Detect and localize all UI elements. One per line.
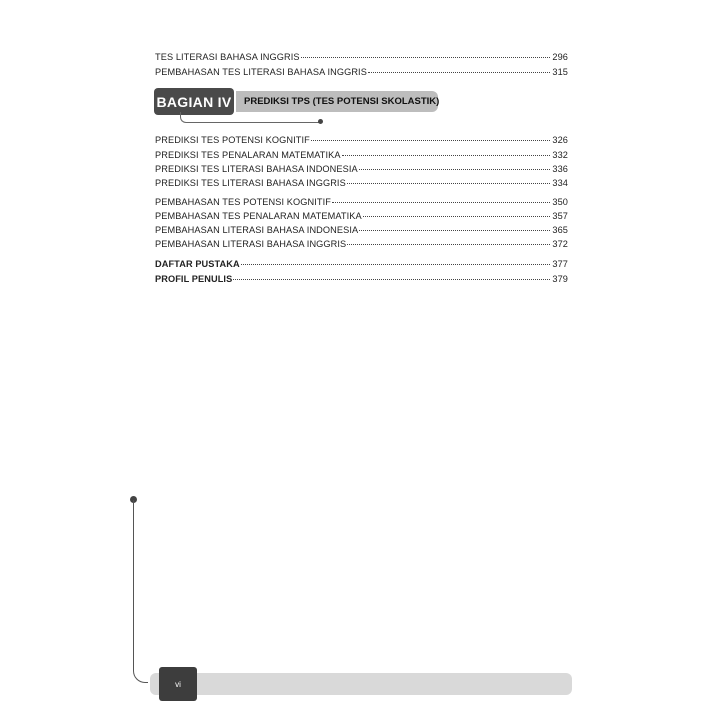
toc-entry-page: 332 xyxy=(552,150,568,160)
toc-entry xyxy=(155,178,568,188)
toc-leader-dots xyxy=(347,244,550,245)
toc-entry-page: 377 xyxy=(552,259,568,269)
section-title: PREDIKSI TPS (TES POTENSI SKOLASTIK) xyxy=(236,91,438,112)
toc-entry-label: PEMBAHASAN TES LITERASI BAHASA INGGRIS xyxy=(155,67,367,77)
toc-entry-page: 357 xyxy=(552,211,568,221)
footer-line xyxy=(133,500,148,683)
toc-entry-label: PEMBAHASAN LITERASI BAHASA INDONESIA xyxy=(155,225,359,235)
toc-entry xyxy=(155,239,568,249)
toc-entry-page: 315 xyxy=(552,67,568,77)
toc-entry-label: PROFIL PENULIS xyxy=(155,274,233,284)
toc-entry xyxy=(155,211,568,221)
toc-entry-page: 296 xyxy=(552,52,568,62)
toc-entry xyxy=(155,150,568,160)
toc-entry xyxy=(155,274,568,284)
toc-entry-label: PREDIKSI TES LITERASI BAHASA INGGRIS xyxy=(155,178,346,188)
toc-entry-label: PREDIKSI TES POTENSI KOGNITIF xyxy=(155,135,310,145)
toc-entry-page: 372 xyxy=(552,239,568,249)
toc-entry xyxy=(155,164,568,174)
section-tab: BAGIAN IV xyxy=(154,88,234,115)
toc-entry-label: PEMBAHASAN TES POTENSI KOGNITIF xyxy=(155,197,331,207)
toc-entry-page: 336 xyxy=(552,164,568,174)
toc-entry xyxy=(155,225,568,235)
toc-leader-dots xyxy=(342,155,551,156)
toc-leader-dots xyxy=(359,230,550,231)
toc-leader-dots xyxy=(359,169,551,170)
toc-leader-dots xyxy=(363,216,551,217)
toc-entry-page: 365 xyxy=(552,225,568,235)
toc-entry xyxy=(155,259,568,269)
toc-entry xyxy=(155,67,568,77)
page-number-tab xyxy=(159,667,197,701)
toc-entry-label: TES LITERASI BAHASA INGGRIS xyxy=(155,52,300,62)
toc-leader-dots xyxy=(241,264,551,265)
toc-entry xyxy=(155,197,568,207)
section-bracket-dot xyxy=(318,119,323,124)
toc-entry-label: PREDIKSI TES PENALARAN MATEMATIKA xyxy=(155,150,341,160)
toc-entry-label: PREDIKSI TES LITERASI BAHASA INDONESIA xyxy=(155,164,358,174)
toc-leader-dots xyxy=(233,279,550,280)
footer-bar xyxy=(150,673,572,695)
toc-entry-label: PEMBAHASAN LITERASI BAHASA INGGRIS xyxy=(155,239,347,249)
toc-entry-page: 334 xyxy=(552,178,568,188)
toc-entry xyxy=(155,52,568,62)
toc-entry-label: PEMBAHASAN TES PENALARAN MATEMATIKA xyxy=(155,211,362,221)
toc-leader-dots xyxy=(368,72,550,73)
toc-entry-page: 350 xyxy=(552,197,568,207)
toc-leader-dots xyxy=(301,57,551,58)
section-bracket-line xyxy=(180,112,321,123)
toc-leader-dots xyxy=(347,183,551,184)
toc-entry xyxy=(155,135,568,145)
toc-entry-page: 326 xyxy=(552,135,568,145)
toc-leader-dots xyxy=(332,202,550,203)
toc-entry-label: DAFTAR PUSTAKA xyxy=(155,259,240,269)
toc-leader-dots xyxy=(311,140,550,141)
toc-entry-page: 379 xyxy=(552,274,568,284)
page-number: vi xyxy=(175,679,181,689)
